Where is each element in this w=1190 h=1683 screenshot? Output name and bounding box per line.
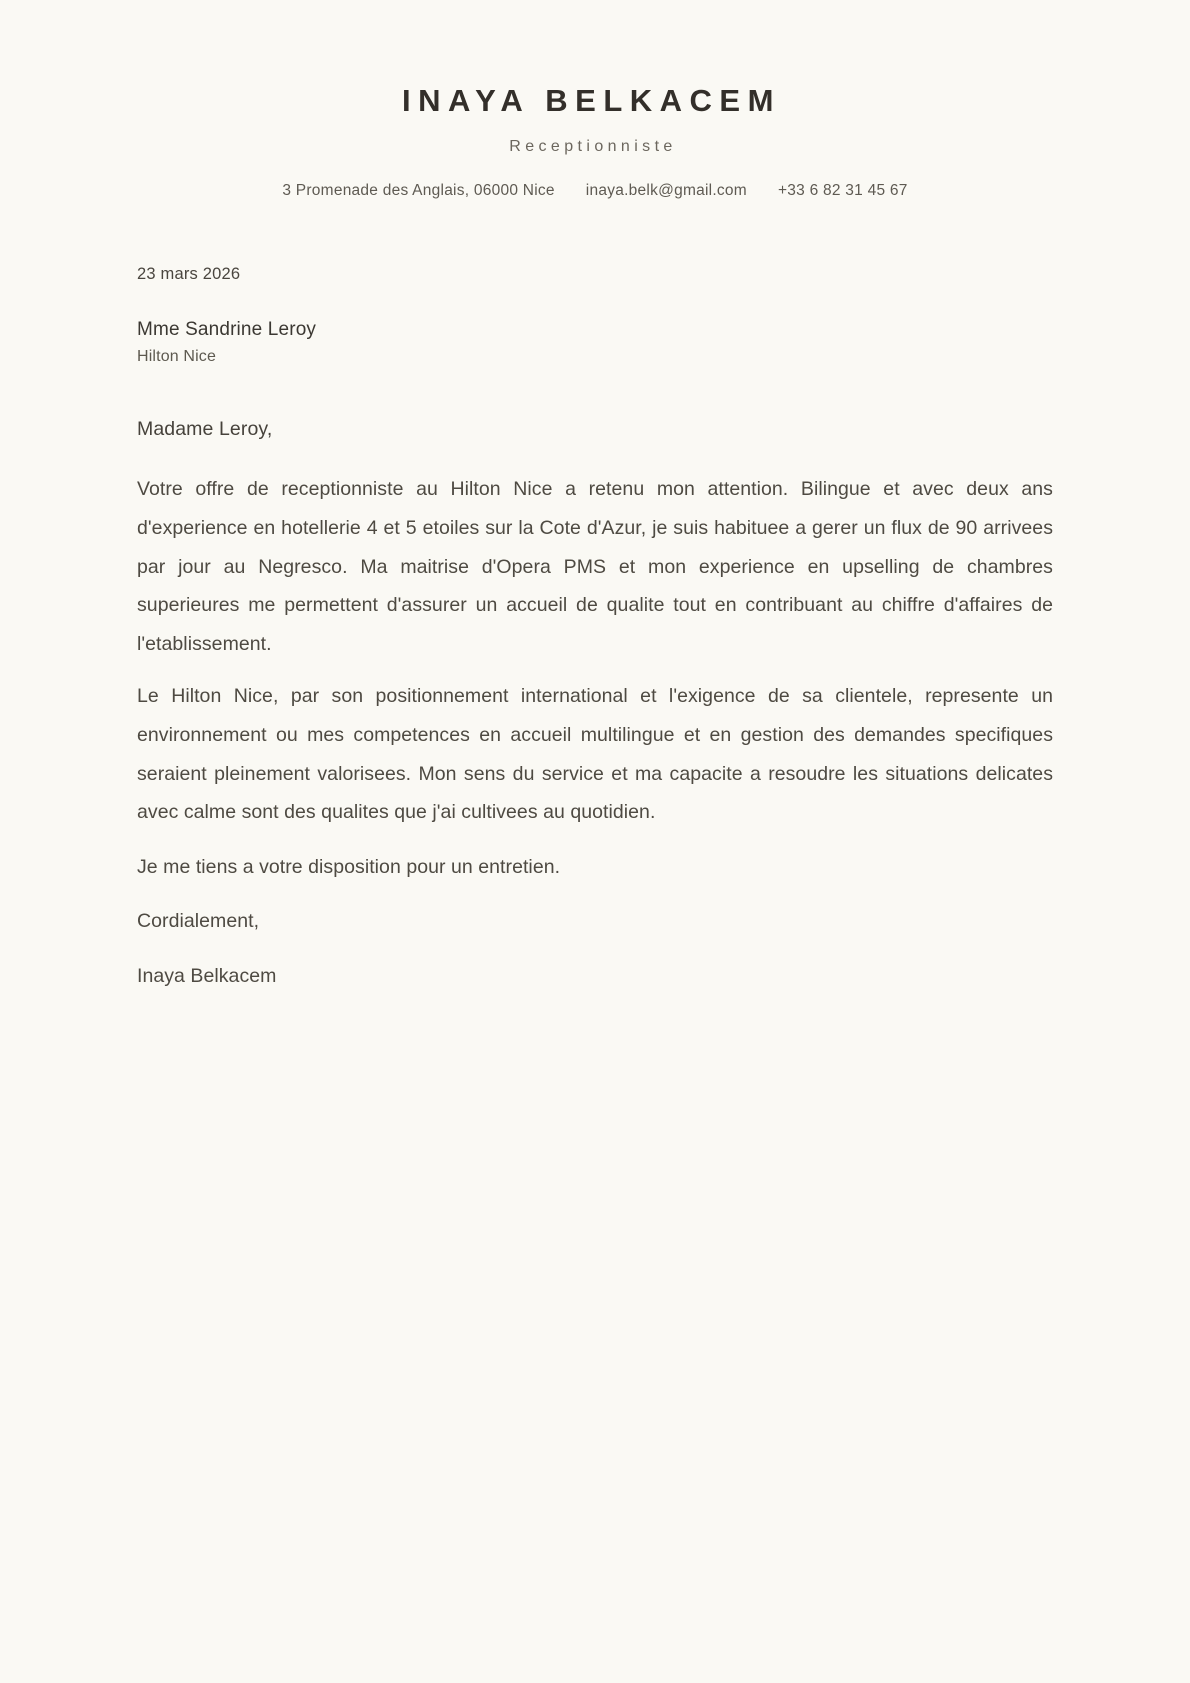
call-to-action-line: Je me tiens a votre disposition pour un entretien. xyxy=(137,855,561,878)
letter-body xyxy=(137,200,1053,996)
applicant-name: INAYA BELKACEM xyxy=(402,83,781,118)
letter-header xyxy=(0,0,1190,200)
recipient-block xyxy=(137,316,1053,370)
contact-phone[interactable]: +33 6 82 31 45 67 xyxy=(777,181,908,199)
salutation: Madame Leroy, xyxy=(137,418,273,441)
letter-date: 23 mars 2026 xyxy=(137,264,241,283)
contact-email[interactable]: inaya.belk@gmail.com xyxy=(585,181,747,199)
signature-name: Inaya Belkacem xyxy=(137,965,277,988)
recipient-name: Mme Sandrine Leroy xyxy=(137,318,317,340)
closing-salutation: Cordialement, xyxy=(137,910,260,933)
body-paragraph: Votre offre de receptionniste au Hilton Nice a retenu mon attention. Bilingue et avec deux ans d'experience en hotellerie 4 et 5 etoiles sur la Cote d'Azur, je suis habituee a gerer un flux de 90 arrivees par jour au Negresco. Ma maitrise d'Opera PMS et mon experience en upselling de chambres superieures me permettent d'assurer un accueil de qualite tout en contribuant au chiffre d'affaires de l'etablissement. xyxy=(137,478,1053,655)
closing-block xyxy=(137,848,1053,996)
applicant-job-title: Receptionniste xyxy=(509,137,677,155)
contact-address: 3 Promenade des Anglais, 06000 Nice xyxy=(282,181,555,199)
contact-line xyxy=(0,182,1190,200)
recipient-company: Hilton Nice xyxy=(137,348,217,366)
body-paragraph: Le Hilton Nice, par son positionnement international et l'exigence de sa clientele, represente un environnement ou mes competences en accueil multilingue et en gestion des demandes specifiques seraient pleinement valorisees. Mon sens du service et ma capacite a resoudre les situations delicates avec calme sont des qualites que j'ai cultivees au quotidien. xyxy=(137,685,1053,824)
